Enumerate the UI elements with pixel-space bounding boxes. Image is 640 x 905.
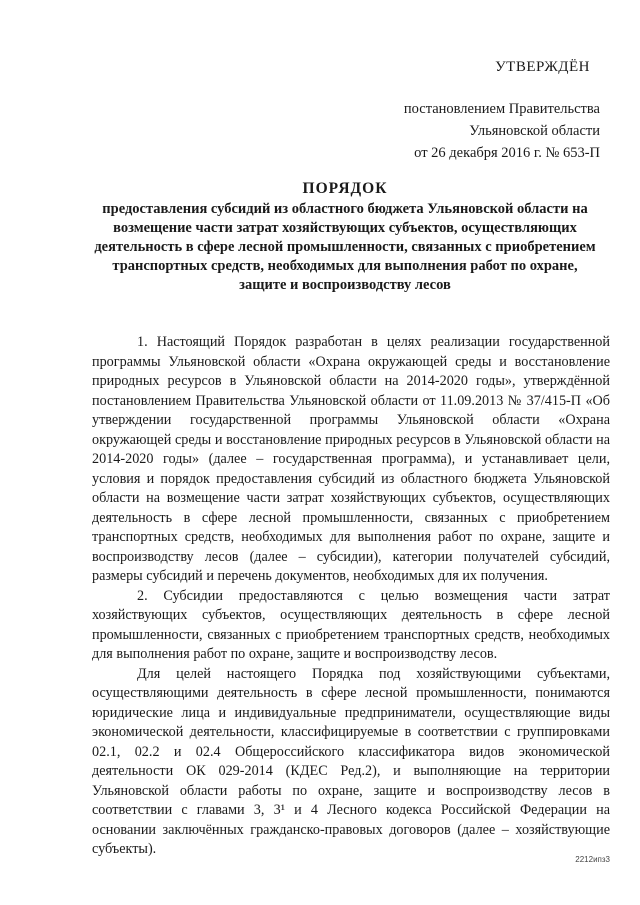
document-subtitle: предоставления субсидий из областного бюджета Ульяновской области на возмещение части затрат хозяйствующих субъектов, осуществляющих деятельность в сфере лесной промышленности, связанных с приобретением транспортных средств, необходимых для выполнения работ по охране, защите и воспроизводству лесов — [94, 201, 596, 293]
approval-by: постановлением Правительства Ульяновской области — [403, 101, 600, 139]
paragraph-1: 1. Настоящий Порядок разработан в целях реализации государственной программы Ульяновской области «Охрана окружающей среды и восстановление природных ресурсов в Ульяновской области на 2014-2020 годы», утверждённой постановлением Правительства Ульяновской области от 11.09.2013 № 37/415-П «Об утверждении государственной программы Ульяновской области «Охрана окружающей среды и восстановление природных ресурсов в Ульяновской области на 2014-2020 годы» (далее – государственная программа), и устанавливает цели, условия и порядок предоставления субсидий из областного бюджета Ульяновской области на возмещение части затрат хозяйствующих субъектов, осуществляющих деятельность в сфере лесной промышленности, связанных с приобретением транспортных средств, необходимых для выполнения работ по охране, защите и воспроизводству лесов (далее – субсидии), категории получателей субсидий, размеры субсидий и перечень документов, необходимых для их получения. — [92, 334, 610, 584]
approval-stamp — [350, 56, 600, 164]
footer-code: 2212ипз3 — [575, 855, 610, 864]
document-body — [92, 333, 610, 860]
document-title: ПОРЯДОК — [302, 180, 388, 197]
paragraph-3: Для целей настоящего Порядка под хозяйствующими субъектами, осуществляющими деятельность в сфере лесной промышленности, понимаются юридические лица и индивидуальные предприниматели, осуществляющие виды экономической деятельности, классифицируемые в соответствии с группировками 02.1, 02.2 и 02.4 Общероссийского классификатора видов экономической деятельности ОК 029-2014 (КДЕС Ред.2), и выполняющие на территории Ульяновской области работы по охране, защите и воспроизводству лесов в соответствии с главами 3, 3¹ и 4 Лесного кодекса Российской Федерации на основании заключённых гражданско-правовых договоров (далее – хозяйствующие субъекты). — [92, 665, 610, 857]
paragraph-2: 2. Субсидии предоставляются с целью возмещения части затрат хозяйствующих субъектов, осуществляющих деятельность в сфере лесной промышленности, связанных с приобретением транспортных средств, необходимых для выполнения работ по охране, защите и воспроизводству лесов. — [92, 587, 610, 662]
approved-label: УТВЕРЖДЁН — [495, 59, 590, 75]
document-title-block — [90, 178, 600, 295]
approval-date-number: от 26 декабря 2016 г. № 653-П — [414, 145, 600, 161]
